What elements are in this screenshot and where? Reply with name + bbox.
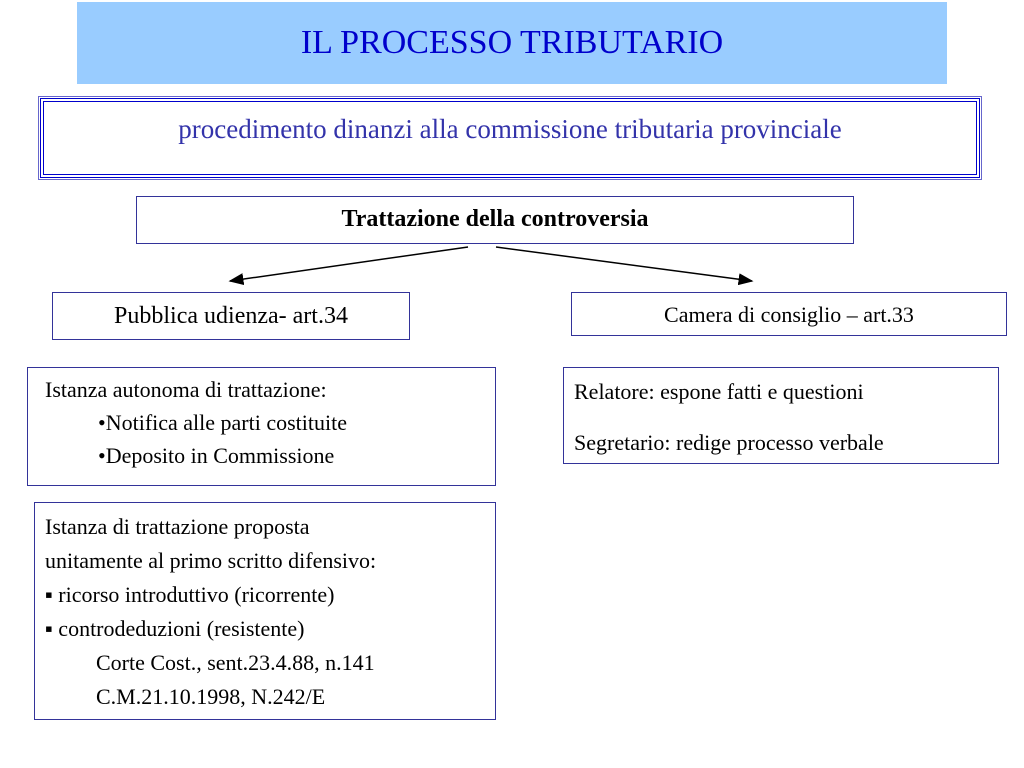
arrow-right xyxy=(496,247,752,281)
pubblica-udienza-label: Pubblica udienza- art.34 xyxy=(114,303,348,329)
roles-box xyxy=(563,367,999,464)
list-item: ▪ controdeduzioni (resistente) xyxy=(45,616,305,641)
role-segretario: Segretario: redige processo verbale xyxy=(574,430,884,455)
page-title: IL PROCESSO TRIBUTARIO xyxy=(300,24,724,61)
camera-consiglio-box xyxy=(571,292,1007,336)
pubblica-udienza-box xyxy=(52,292,410,340)
list-item: •Deposito in Commissione xyxy=(98,443,335,468)
role-relatore: Relatore: espone fatti e questioni xyxy=(574,379,864,404)
istanza-proposta-line: unitamente al primo scritto difensivo: xyxy=(45,548,377,573)
reference-line: Corte Cost., sent.23.4.88, n.141 xyxy=(96,650,375,675)
istanza-proposta-line: Istanza di trattazione proposta xyxy=(45,514,310,539)
heading-text: Trattazione della controversia xyxy=(341,206,649,232)
camera-consiglio-label: Camera di consiglio – art.33 xyxy=(664,302,914,327)
list-item: •Notifica alle parti costituite xyxy=(98,410,348,435)
istanza-proposta-box xyxy=(34,502,496,720)
subtitle: procedimento dinanzi alla commissione tributaria provinciale xyxy=(178,114,842,144)
istanza-autonoma-title: Istanza autonoma di trattazione: xyxy=(45,377,327,402)
reference-line: C.M.21.10.1998, N.242/E xyxy=(96,684,326,709)
list-item: ▪ ricorso introduttivo (ricorrente) xyxy=(45,582,335,607)
istanza-autonoma-box xyxy=(27,367,496,486)
arrow-left xyxy=(230,247,468,281)
